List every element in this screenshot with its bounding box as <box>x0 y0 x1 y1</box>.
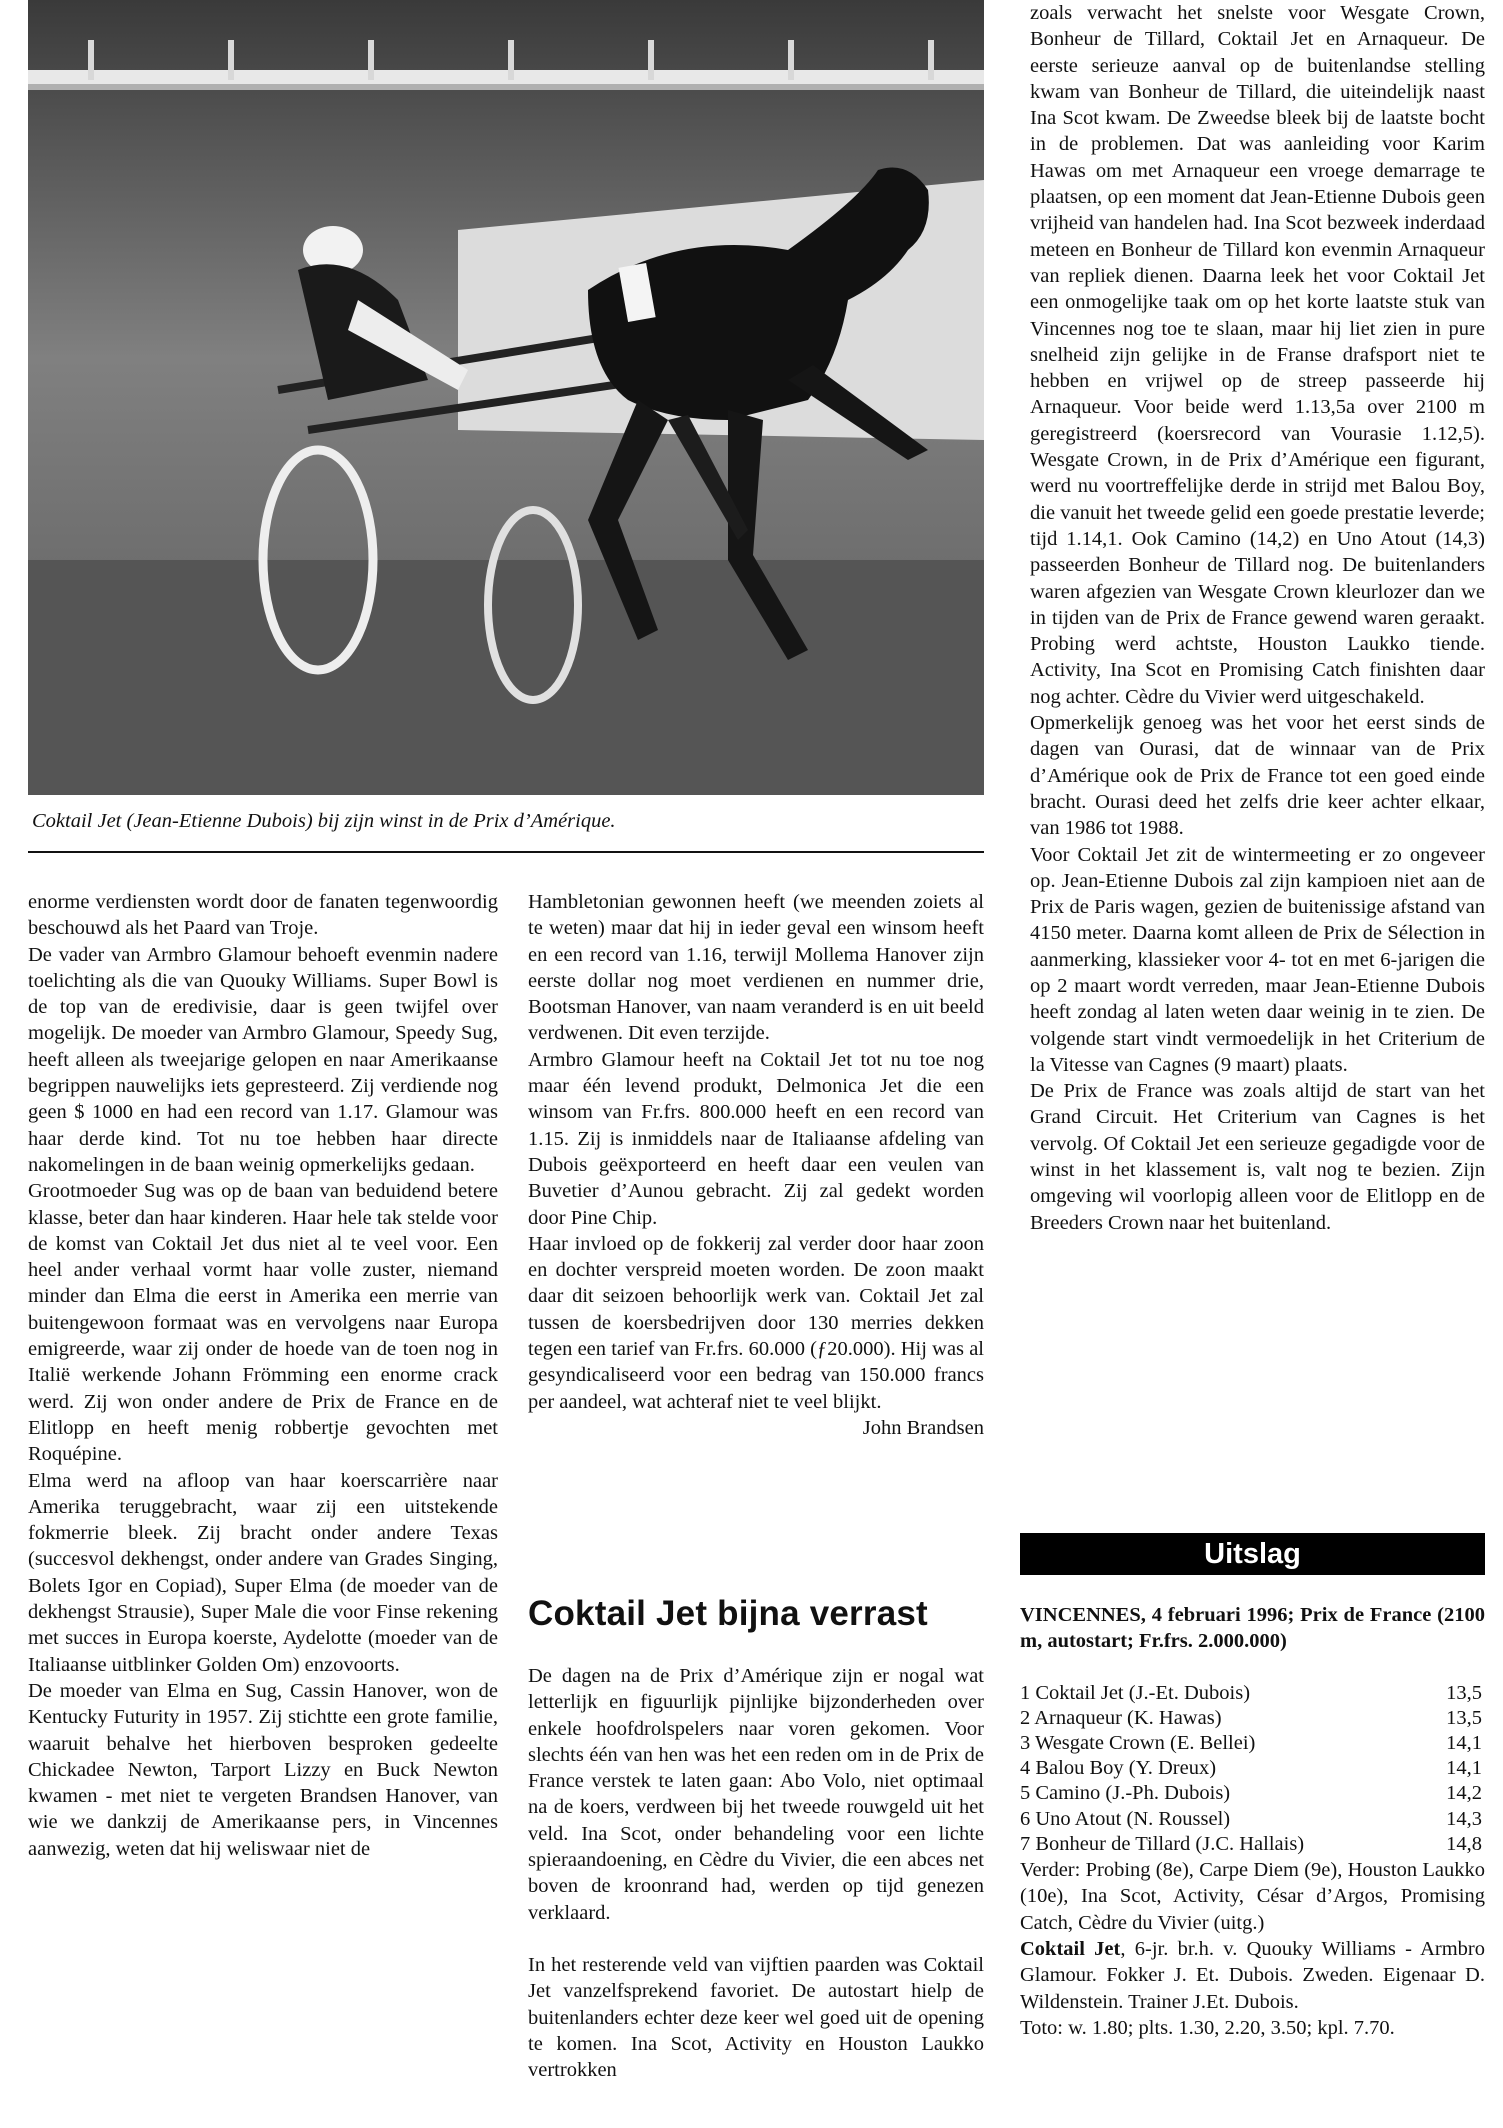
paragraph: De dagen na de Prix d’Amérique zijn er nogal wat letterlijk en figuurlijk pijnlijke bijzonderheden over enkele hoofdrolspelers naar voren gekomen. Voor slechts één van hen was het een reden om in de Prix de France verstek te laten gaan: Abo Volo, niet optimaal na de koers, verdween bij het tweede rouwgeld uit het veld. Ina Scot, onder behandeling voor een lichte spieraandoening, en Cèdre du Vivier, die een abces net boven de kroonrand had, werden op tijd genezen verklaard. <box>528 1665 984 1924</box>
trotting-horse-illustration <box>28 0 984 795</box>
article-column-2-continued <box>528 1663 984 2083</box>
paragraph: Elma werd na afloop van haar koerscarrière naar Amerika teruggebracht, waar zij een uitstekende fokmerrie bleek. Zij bracht onder andere Texas (succesvol dekhengst, onder andere van Grades Singing, Bolets Igor en Copiad), Super Elma (de moeder van de dekhengst Strausie), Super Male die voor Finse rekening met succes in Europa koerste, Aydelotte (moeder van de Italiaanse uitblinker Golden Om) enzovoorts. <box>28 1469 498 1676</box>
result-entry: 6 Uno Atout (N. Roussel) <box>1020 1807 1231 1830</box>
paragraph: Opmerkelijk genoeg was het voor het eerst sinds de dagen van Ourasi, dat de winnaar van de Prix d’Amérique ook de Prix de France tot een goed einde bracht. Ourasi deed het zelfs drie keer achter elkaar, van 1986 tot 1988. <box>1030 712 1485 840</box>
table-row <box>1020 1731 1485 1756</box>
result-time: 14,3 <box>1446 1807 1482 1830</box>
table-row <box>1020 1832 1485 1857</box>
result-time: 13,5 <box>1446 1681 1482 1704</box>
table-row <box>1020 1756 1485 1781</box>
article-column-2 <box>528 889 984 1441</box>
result-time: 14,1 <box>1446 1757 1482 1780</box>
table-row <box>1020 1681 1485 1706</box>
author-signature: John Brandsen <box>862 1416 984 1439</box>
table-row <box>1020 1706 1485 1731</box>
paragraph-gap <box>528 1926 984 1952</box>
paragraph: De Prix de France was zoals altijd de start van het Grand Circuit. Het Criterium van Cagnes is het vervolg. Of Coktail Jet een serieuze gegadigde voor de winst in het klassement is, valt nog te bezien. Zijn omgeving wil voorlopig alleen voor de Elitlopp en de Breeders Crown naar het buitenland. <box>1030 1080 1485 1234</box>
winner-info: , 6-jr. br.h. v. Quouky Williams - Armbro Glamour. Fokker J. Et. Dubois. Zweden. Eigenaar D. Wildenstein. Trainer J.Et. Dubois. <box>1020 1937 1485 2013</box>
article-headline: Coktail Jet bijna verrast <box>528 1594 928 1633</box>
article-column-1 <box>28 889 498 1862</box>
result-entry: 5 Camino (J.-Ph. Dubois) <box>1020 1782 1231 1805</box>
result-entry: 4 Balou Boy (Y. Dreux) <box>1020 1757 1217 1780</box>
paragraph: Grootmoeder Sug was op de baan van beduidend betere klasse, beter dan haar kinderen. Haar hele tak stelde voor de komst van Coktail Jet dus niet al te veel voor. Een heel ander verhaal vormt haar volle zuster, niemand minder dan Elma die eerst in Amerika een merrie van buitengewoon formaat was en vervolgens naar Europa emigreerde, waar zij onder de hoede van de toen nog in Italië werkende Johann Frömming een enorme crack werd. Zij won onder andere de Prix de France en de Elitlopp en heeft menig robbertje gevochten met Roquépine. <box>28 1180 498 1466</box>
article-column-3 <box>1030 0 1485 1236</box>
result-time: 14,8 <box>1446 1832 1482 1855</box>
result-time: 14,1 <box>1446 1732 1482 1754</box>
results-table <box>1020 1681 1485 1857</box>
paragraph: Voor Coktail Jet zit de wintermeeting er zo ongeveer op. Jean-Etienne Dubois zal zijn kampioen niet aan de Prix de Paris wagen, gezien de buitenissige afstand van 4150 meter. Daarna komt alleen de Prix de Sélection in aanmerking, klassieker voor 4- tot en met 6-jarigen die op 2 maart wordt verreden, maar Jean-Etienne Dubois heeft zondag al laten weten daar weinig in te zien. De volgende start vindt vermoedelijk in het Criterium de la Vitesse van Cagnes (9 maart) plaats. <box>1030 843 1485 1076</box>
paragraph: In het resterende veld van vijftien paarden was Coktail Jet vanzelfsprekend favoriet. De autostart hielp de buitenlanders echter deze keer wel goed uit de opening te komen. Ina Scot, Activity en Houston Laukko vertrokken <box>528 1953 984 2082</box>
other-finishers: Verder: Probing (8e), Carpe Diem (9e), Houston Laukko (10e), Ina Scot, Activity, César d’Argos, Promising Catch, Cèdre du Vivier (uitg.) <box>1020 1859 1485 1934</box>
result-entry: 7 Bonheur de Tillard (J.C. Hallais) <box>1020 1832 1305 1855</box>
results-header-bar: Uitslag <box>1020 1533 1485 1575</box>
result-entry: 3 Wesgate Crown (E. Bellei) <box>1020 1732 1256 1754</box>
paragraph: De moeder van Elma en Sug, Cassin Hanover, won de Kentucky Futurity in 1957. Zij stichtte een grote familie, waaruit behalve het hierboven besproken gedeelte Chickadee Newton, Tarport Lizzy en Buck Newton kwamen - met niet te vergeten Brandsen Hanover, van wie we dankzij de Amerikaanse pers, in Vincennes aanwezig, weten dat hij weliswaar niet de <box>28 1679 498 1860</box>
caption-divider <box>28 851 984 853</box>
race-title: VINCENNES, 4 februari 1996; Prix de France (2100 m, autostart; Fr.frs. 2.000.000) <box>1020 1604 1485 1653</box>
toto-payouts: Toto: w. 1.80; plts. 1.30, 2.20, 3.50; kpl. 7.70. <box>1020 2016 1395 2039</box>
results-section <box>1020 1602 1485 2041</box>
paragraph: enorme verdiensten wordt door de fanaten tegenwoordig beschouwd als het Paard van Troje. <box>28 891 498 940</box>
result-time: 14,2 <box>1446 1782 1482 1805</box>
winner-pedigree <box>1020 1936 1485 2015</box>
table-row <box>1020 1781 1485 1806</box>
result-time: 13,5 <box>1446 1706 1482 1729</box>
table-row <box>1020 1807 1485 1832</box>
race-photo <box>28 0 984 795</box>
winner-name: Coktail Jet <box>1020 1937 1121 1960</box>
result-entry: 2 Arnaqueur (K. Hawas) <box>1020 1706 1222 1729</box>
paragraph: Armbro Glamour heeft na Coktail Jet tot nu toe nog maar één levend produkt, Delmonica Jet die een winsom van Fr.frs. 800.000 heeft en een record van 1.15. Zij is inmiddels naar de Italiaanse afdeling van Dubois geëxporteerd en heeft daar een veulen van Buvetier d’Aunou gebracht. Zij zal gedekt worden door Pine Chip. <box>528 1048 984 1229</box>
paragraph: zoals verwacht het snelste voor Wesgate Crown, Bonheur de Tillard, Coktail Jet en Arnaqueur. De eerste serieuze aanval op de buitenlandse stelling kwam van Bonheur de Tillard, die uiteindelijk naast Ina Scot kwam. De Zweedse bleek bij de laatste bocht in de problemen. Dat was aanleiding voor Karim Hawas om met Arnaqueur een vroege demarrage te plaatsen, op een moment dat Jean-Etienne Dubois geen vrijheid van handelen had. Ina Scot bezweek inderdaad meteen en Bonheur de Tillard kon evenmin Arnaqueur van repliek dienen. Daarna leek het voor Coktail Jet een onmogelijke taak om op het korte laatste stuk van Vincennes nog toe te slaan, maar hij liet zien in pure snelheid zijn gelijke in de Franse drafsport niet te hebben en vrijwel op de streep passeerde hij Arnaqueur. Voor beide werd 1.13,5a over 2100 m geregistreerd (koersrecord van Vourasie 1.12,5). Wesgate Crown, in de Prix d’Amérique een figurant, werd nu voortreffelijke derde in strijd met Balou Boy, die vanuit het tweede gelid een goede prestatie leverde; tijd 1.14,1. Ook Camino (14,2) en Uno Atout (14,3) passeerden Bonheur de Tillard nog. De buitenlanders waren afgezien van Wesgate Crown kleurlozer dan we in tijden van de Prix de France gewend waren geraakt. Probing werd achtste, Houston Laukko tiende. Activity, Ina Scot en Promising Catch finishten daar nog achter. Cèdre du Vivier werd uitgeschakeld. <box>1030 2 1485 708</box>
paragraph: De vader van Armbro Glamour behoeft evenmin nadere toelichting als die van Quouky Williams. Super Bowl is de top van de eredivisie, daar is geen twijfel over mogelijk. De moeder van Armbro Glamour, Speedy Sug, heeft alleen als tweejarige gelopen en naar Amerikaanse begrippen nauwelijks iets gepresteerd. Zij verdiende nog geen $ 1000 en had een record van 1.17. Glamour was haar derde kind. Tot nu toe hebben haar directe nakomelingen in de baan weinig opmerkelijks gedaan. <box>28 943 498 1176</box>
paragraph: Hambletonian gewonnen heeft (we meenden zoiets al te weten) maar dat hij in ieder geval een winsom heeft en een record van 1.16, terwijl Mollema Hanover zijn eerste dollar nog moet verdienen en nummer drie, Bootsman Hanover, van naam veranderd is en uit beeld verdwenen. Dit even terzijde. <box>528 891 984 1045</box>
photo-caption: Coktail Jet (Jean-Etienne Dubois) bij zijn winst in de Prix d’Amérique. <box>32 810 616 832</box>
result-entry: 1 Coktail Jet (J.-Et. Dubois) <box>1020 1681 1251 1704</box>
paragraph: Haar invloed op de fokkerij zal verder door haar zoon en dochter verspreid moeten worden. De zoon maakt daar dit seizoen behoorlijk werk van. Coktail Jet zal tussen de koersbedrijven door 130 merries dekken tegen een tarief van Fr.frs. 60.000 (ƒ20.000). Hij was al gesyndicaliseerd voor een bedrag van 150.000 francs per aandeel, wat achteraf niet te veel blijkt. <box>528 1232 984 1413</box>
